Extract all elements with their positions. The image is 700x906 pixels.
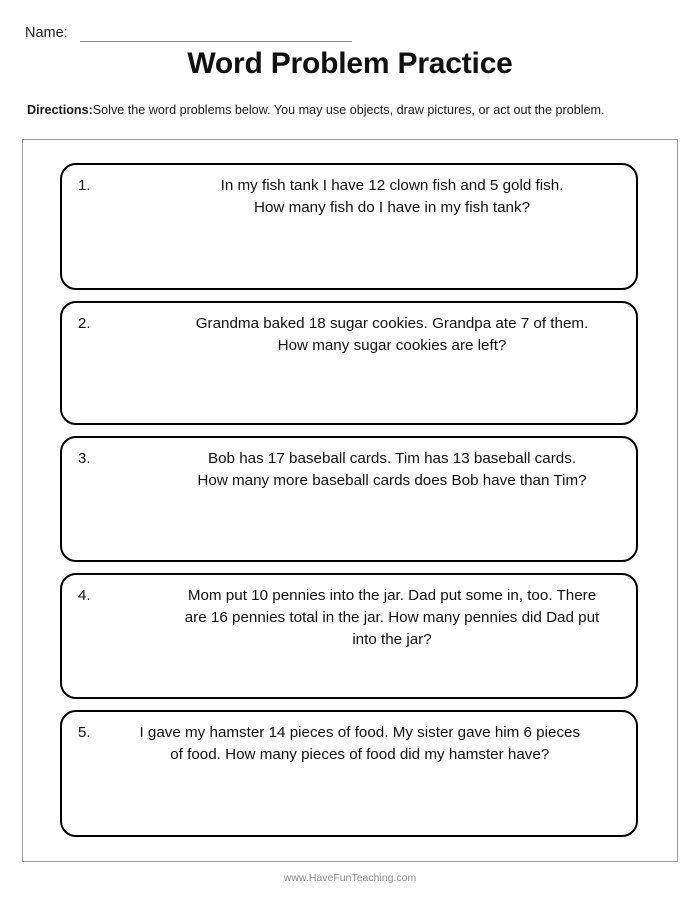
problem-line: into the jar?: [352, 631, 432, 649]
problem-text: [164, 313, 624, 357]
problem-line: Mom put 10 pennies into the jar. Dad put some in, too. There: [187, 587, 597, 604]
problem-box[interactable]: [60, 436, 638, 562]
problem-line: How many fish do I have in my fish tank?: [253, 199, 531, 217]
problem-text: [164, 585, 624, 651]
problem-line: In my fish tank I have 12 clown fish and 5 gold fish.: [220, 177, 564, 194]
problem-number: 4.: [78, 587, 91, 604]
page-title: Word Problem Practice: [187, 47, 513, 80]
problem-line: How many sugar cookies are left?: [277, 337, 507, 355]
problem-number: 3.: [78, 450, 91, 467]
problem-text: [164, 448, 624, 492]
name-row: [25, 20, 665, 42]
problem-list: [60, 163, 638, 837]
directions: [27, 103, 677, 117]
problem-box[interactable]: [60, 301, 638, 425]
problem-number: 5.: [78, 724, 91, 741]
problem-text: [164, 175, 624, 219]
problem-box[interactable]: [60, 163, 638, 290]
directions-text: Solve the word problems below. You may use objects, draw pictures, or act out the problem.: [92, 103, 605, 117]
problem-line: Bob has 17 baseball cards. Tim has 13 baseball cards.: [207, 450, 577, 467]
problem-line: of food. How many pieces of food did my hamster have?: [170, 746, 550, 764]
name-label: Name:: [25, 24, 68, 41]
problem-box[interactable]: [60, 573, 638, 699]
problem-box[interactable]: [60, 710, 638, 837]
footer-url: www.HaveFunTeaching.com: [283, 872, 417, 884]
directions-label: Directions:: [27, 103, 93, 117]
name-write-line[interactable]: [80, 40, 352, 42]
problem-text: [98, 722, 624, 766]
problem-line: are 16 pennies total in the jar. How many pennies did Dad put: [184, 609, 600, 627]
problem-number: 2.: [78, 315, 91, 332]
problem-line: How many more baseball cards does Bob have than Tim?: [197, 472, 587, 490]
problem-line: I gave my hamster 14 pieces of food. My sister gave him 6 pieces: [139, 724, 581, 741]
problem-line: Grandma baked 18 sugar cookies. Grandpa ate 7 of them.: [195, 315, 589, 332]
problem-number: 1.: [78, 177, 91, 194]
